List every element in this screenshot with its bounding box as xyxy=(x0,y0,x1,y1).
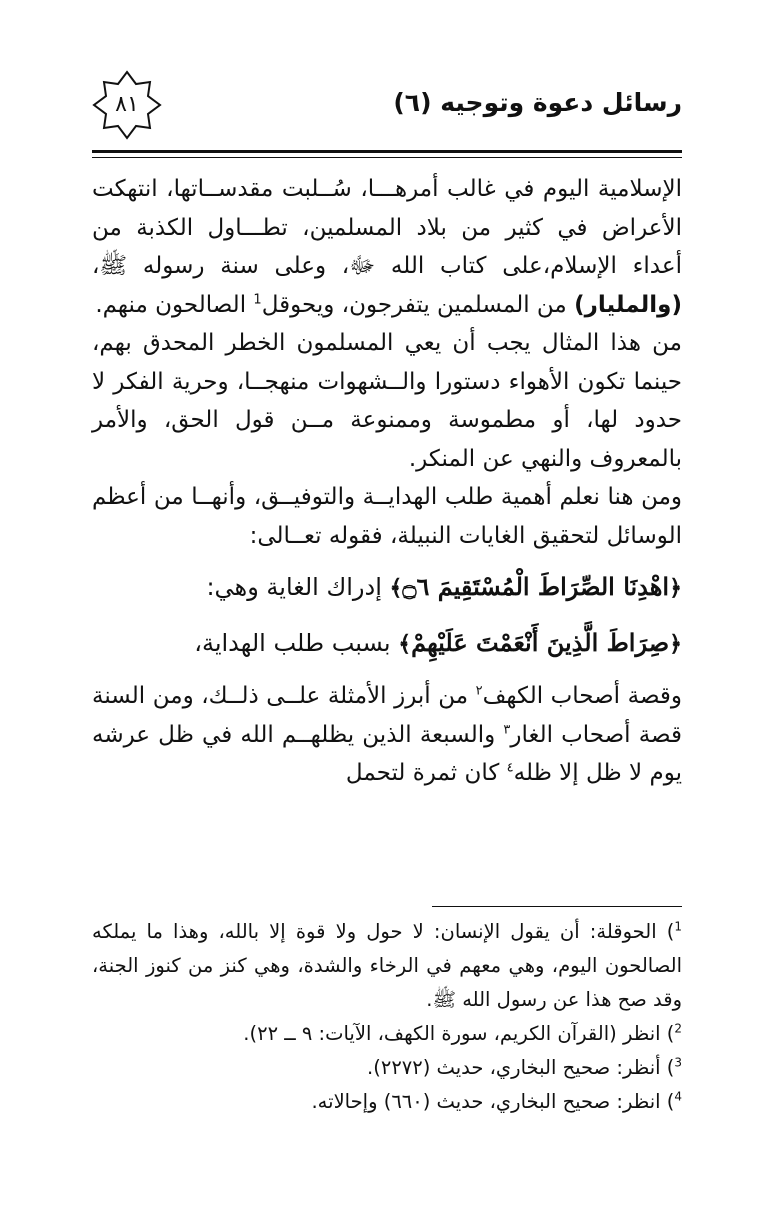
footnote-2 xyxy=(92,1017,682,1051)
ayah-2-text: صِرَاطَ الَّذِينَ أَنْعَمْتَ عَلَيْهِمْ xyxy=(411,628,670,657)
paragraph-1 xyxy=(92,170,682,324)
ayah-2-commentary: بسبب طلب الهداية، xyxy=(194,629,399,657)
ayah-2-close-bracket: ﴾ xyxy=(398,632,412,657)
paragraph-4-text-c: والسبعة الذين يظلهــم الله في ظل عرشه يوم لا ظل إلا ظله xyxy=(92,721,682,786)
ayah-1-text: اهْدِنَا الصِّرَاطَ الْمُسْتَقِيمَ ۝٦ xyxy=(402,572,670,601)
footnote-4 xyxy=(92,1085,682,1119)
ayah-line-2 xyxy=(92,621,682,667)
footnote-4-number: 4 xyxy=(674,1089,682,1104)
footnote-3-number: 3 xyxy=(674,1055,682,1070)
paragraph-1-text-a: الإسلامية اليوم في غالب أمرهـــا، سُــلبت مقدســاتها، انتهكت الأعراض في كثير من بلاد المسلمين، تطـــاول الكذبة من أعداء الإسلام،على كتاب الله ﷻ، وعلى سنة رسوله ﷺ، xyxy=(92,176,682,279)
footnote-3 xyxy=(92,1051,682,1085)
footnote-1-number: 1 xyxy=(674,919,682,934)
footnote-4-text: ) انظر: صحيح البخاري، حديث (٦٦٠) وإحالاته. xyxy=(311,1090,675,1113)
paragraph-3: ومن هنا نعلم أهمية طلب الهدايــة والتوفيــق، وأنهــا من أعظم الوسائل لتحقيق الغايات النبيلة، فقوله تعــالى: xyxy=(92,484,682,549)
ayah-1-close-bracket: ﴾ xyxy=(389,576,403,601)
footnote-separator xyxy=(432,906,682,907)
paragraph-4 xyxy=(92,677,682,793)
running-title: رسائل دعوة وتوجيه (٦) xyxy=(393,88,682,117)
footnote-2-number: 2 xyxy=(674,1021,682,1036)
footnote-ref-4[interactable]: ٤ xyxy=(506,760,514,776)
ayah-1-commentary: إدراك الغاية وهي: xyxy=(206,573,390,601)
paragraph-4-text-d: كان ثمرة لتحمل xyxy=(345,760,507,786)
footnotes xyxy=(92,915,682,1119)
paragraph-1-text-c: الصالحون منهم. xyxy=(95,291,254,318)
paragraph-1-text-b: من المسلمين يتفرجون، ويحوقل xyxy=(261,291,575,318)
footnote-2-text: ) انظر (القرآن الكريم، سورة الكهف، الآيات: ٩ ــ ٢٢). xyxy=(243,1022,675,1045)
page-number: ٨١ xyxy=(115,92,139,117)
paragraph-4-text-a: وقصة أصحاب الكهف xyxy=(482,683,683,709)
page-header xyxy=(92,62,682,152)
paragraph-2: من هذا المثال يجب أن يعي المسلمون الخطر المحدق بهم، حينما تكون الأهواء دستورا والــشهوات منهجــا، وحرية الفكر لا حدود لها، أو مطموسة وممنوعة مــن قول الحق، والأمر بالمعروف والنهي عن المنكر. xyxy=(92,330,682,472)
ayah-2-open-bracket: ﴿ xyxy=(669,632,682,657)
paragraph-4-text-b: من أبرز الأمثلة علــى ذلــك، ومن السنة قصة أصحاب الغار xyxy=(92,683,682,748)
footnote-3-text: ) أنظر: صحيح البخاري، حديث (٢٢٧٢). xyxy=(367,1056,675,1079)
page-number-badge xyxy=(92,70,162,140)
body-text xyxy=(92,170,682,793)
footnote-ref-2[interactable]: ٢ xyxy=(475,683,483,699)
footnote-ref-3[interactable]: ٣ xyxy=(503,721,511,737)
ayah-line-1 xyxy=(92,565,682,611)
ayah-1-open-bracket: ﴿ xyxy=(669,576,682,601)
paragraph-1-bold-term: (والمليار) xyxy=(574,291,682,318)
footnote-ref-1[interactable]: 1 xyxy=(253,291,262,307)
header-rule-thin xyxy=(92,157,682,158)
footnote-1 xyxy=(92,915,682,1017)
footnote-1-text: ) الحوقلة: أن يقول الإنسان: لا حول ولا قوة إلا بالله، وهذا ما يملكه الصالحون اليوم، وهي معهم في الرخاء والشدة، وهي كنز من كنوز الجنة، وقد صح هذا عن رسول الله ﷺ. xyxy=(92,920,682,1011)
header-rule-thick xyxy=(92,150,682,153)
